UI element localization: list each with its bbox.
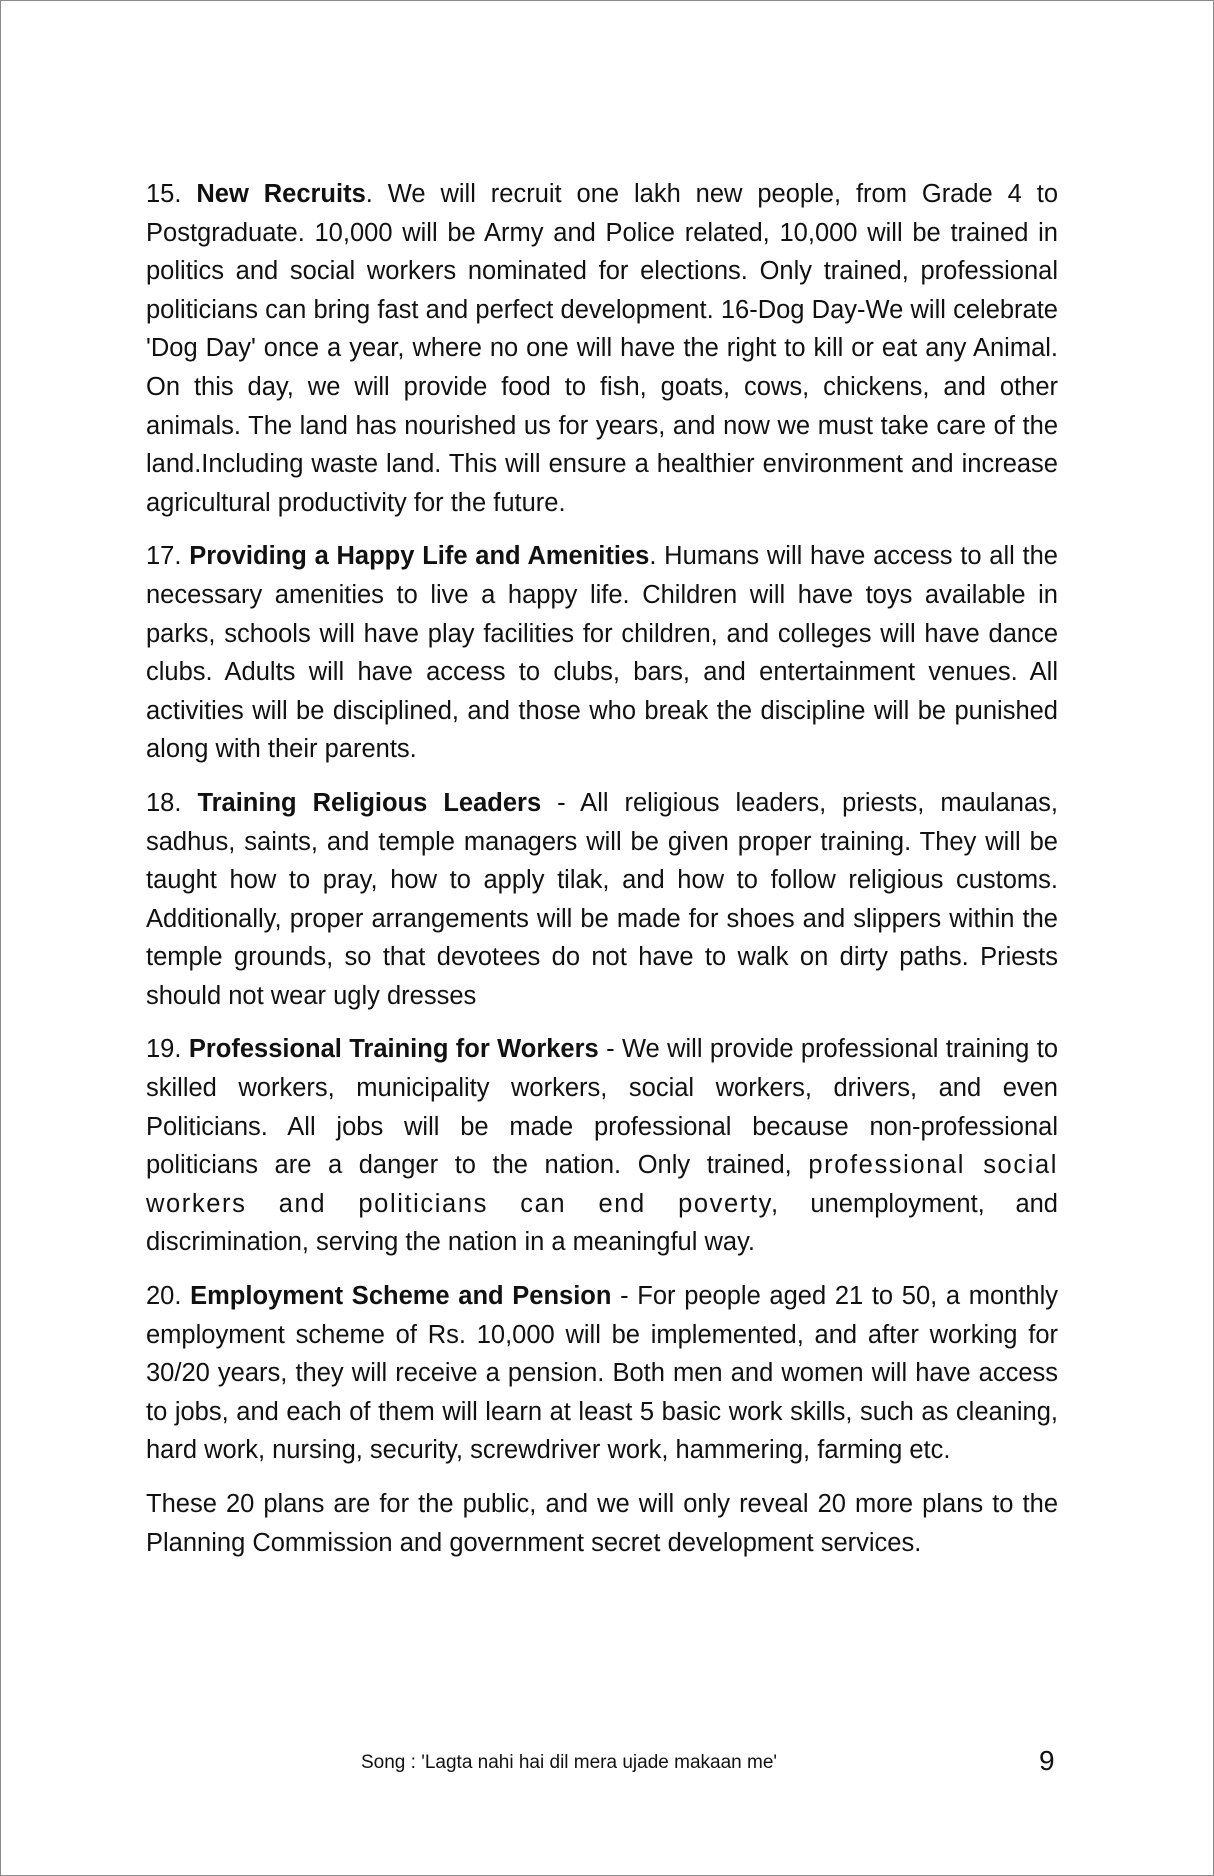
item-number: 17. xyxy=(146,542,182,571)
closing-paragraph: These 20 plans are for the public, and we will only reveal 20 more plans to the Planning Commission and government secret development services. xyxy=(146,1490,1058,1557)
item-text: - For people aged 21 to 50, a monthly employment scheme of Rs. 10,000 will be implemented, and after working for 30/20 years, they will receive a pension. Both men and women will have access to jobs, and each of them will learn at least 5 basic work skills, such as cleaning, hard work, nursing, security, screwdriver work, hammering, farming etc. xyxy=(146,1282,1059,1465)
paragraph-17 xyxy=(146,537,1058,769)
item-number: 15. xyxy=(146,180,182,208)
page-body xyxy=(146,175,1058,1577)
item-text-spaced: professional social workers and politicians can end poverty, xyxy=(146,1151,1058,1218)
item-number: 18. xyxy=(146,788,182,817)
paragraph-19 xyxy=(146,1030,1058,1262)
paragraph-15 xyxy=(146,175,1058,522)
footer-song-caption: Song : 'Lagta nahi hai dil mera ujade makaan me' xyxy=(361,1752,778,1773)
item-text: - All religious leaders, priests, maulanas, sadhus, saints, and temple managers will be given proper training. They will be taught how to pray, how to apply tilak, and how to follow religious customs. Additionally, proper arrangements will be made for shoes and slippers within the temple grounds, so that devotees do not have to walk on dirty paths. Priests should not wear ugly dresses xyxy=(146,788,1058,1010)
item-heading: Professional Training for Workers xyxy=(188,1035,599,1064)
item-number: 20. xyxy=(146,1282,182,1311)
item-text: . We will recruit one lakh new people, from Grade 4 to Postgraduate. 10,000 will be Army and Police related, 10,000 will be trained in politics and social workers nominated for elections. Only trained, professional politicians can bring fast and perfect development. 16-Dog Day-We will celebrate 'Dog Day' once a year, where no one will have the right to kill or eat any Animal. On this day, we will provide food to fish, goats, cows, chickens, and other animals. The land has nourished us for years, and now we must take care of the land.Including waste land. This will ensure a healthier environment and increase agricultural productivity for the future. xyxy=(146,180,1058,517)
item-text: - We will provide professional training to skilled workers, municipality workers, social workers, drivers, and even Politicians. All jobs will be made professional because non-professional politicians are a danger to the nation. Only trained, xyxy=(146,1035,1058,1180)
item-text: . Humans will have access to all the necessary amenities to live a happy life. Children will have toys available in parks, schools will have play facilities for children, and colleges will have dance clubs. Adults will have access to clubs, bars, and entertainment venues. All activities will be disciplined, and those who break the discipline will be punished along with their parents. xyxy=(146,542,1058,764)
item-text-end: unemployment, and discrimination, serving the nation in a meaningful way. xyxy=(146,1189,1058,1257)
item-heading: Employment Scheme and Pension xyxy=(190,1282,612,1311)
item-heading: Providing a Happy Life and Amenities xyxy=(189,542,650,571)
page-number: 9 xyxy=(1039,1745,1055,1776)
item-heading: Training Religious Leaders xyxy=(197,788,542,817)
item-heading: New Recruits xyxy=(196,180,366,208)
paragraph-18 xyxy=(146,784,1058,1016)
paragraph-20 xyxy=(146,1277,1058,1470)
item-number: 19. xyxy=(146,1035,182,1064)
